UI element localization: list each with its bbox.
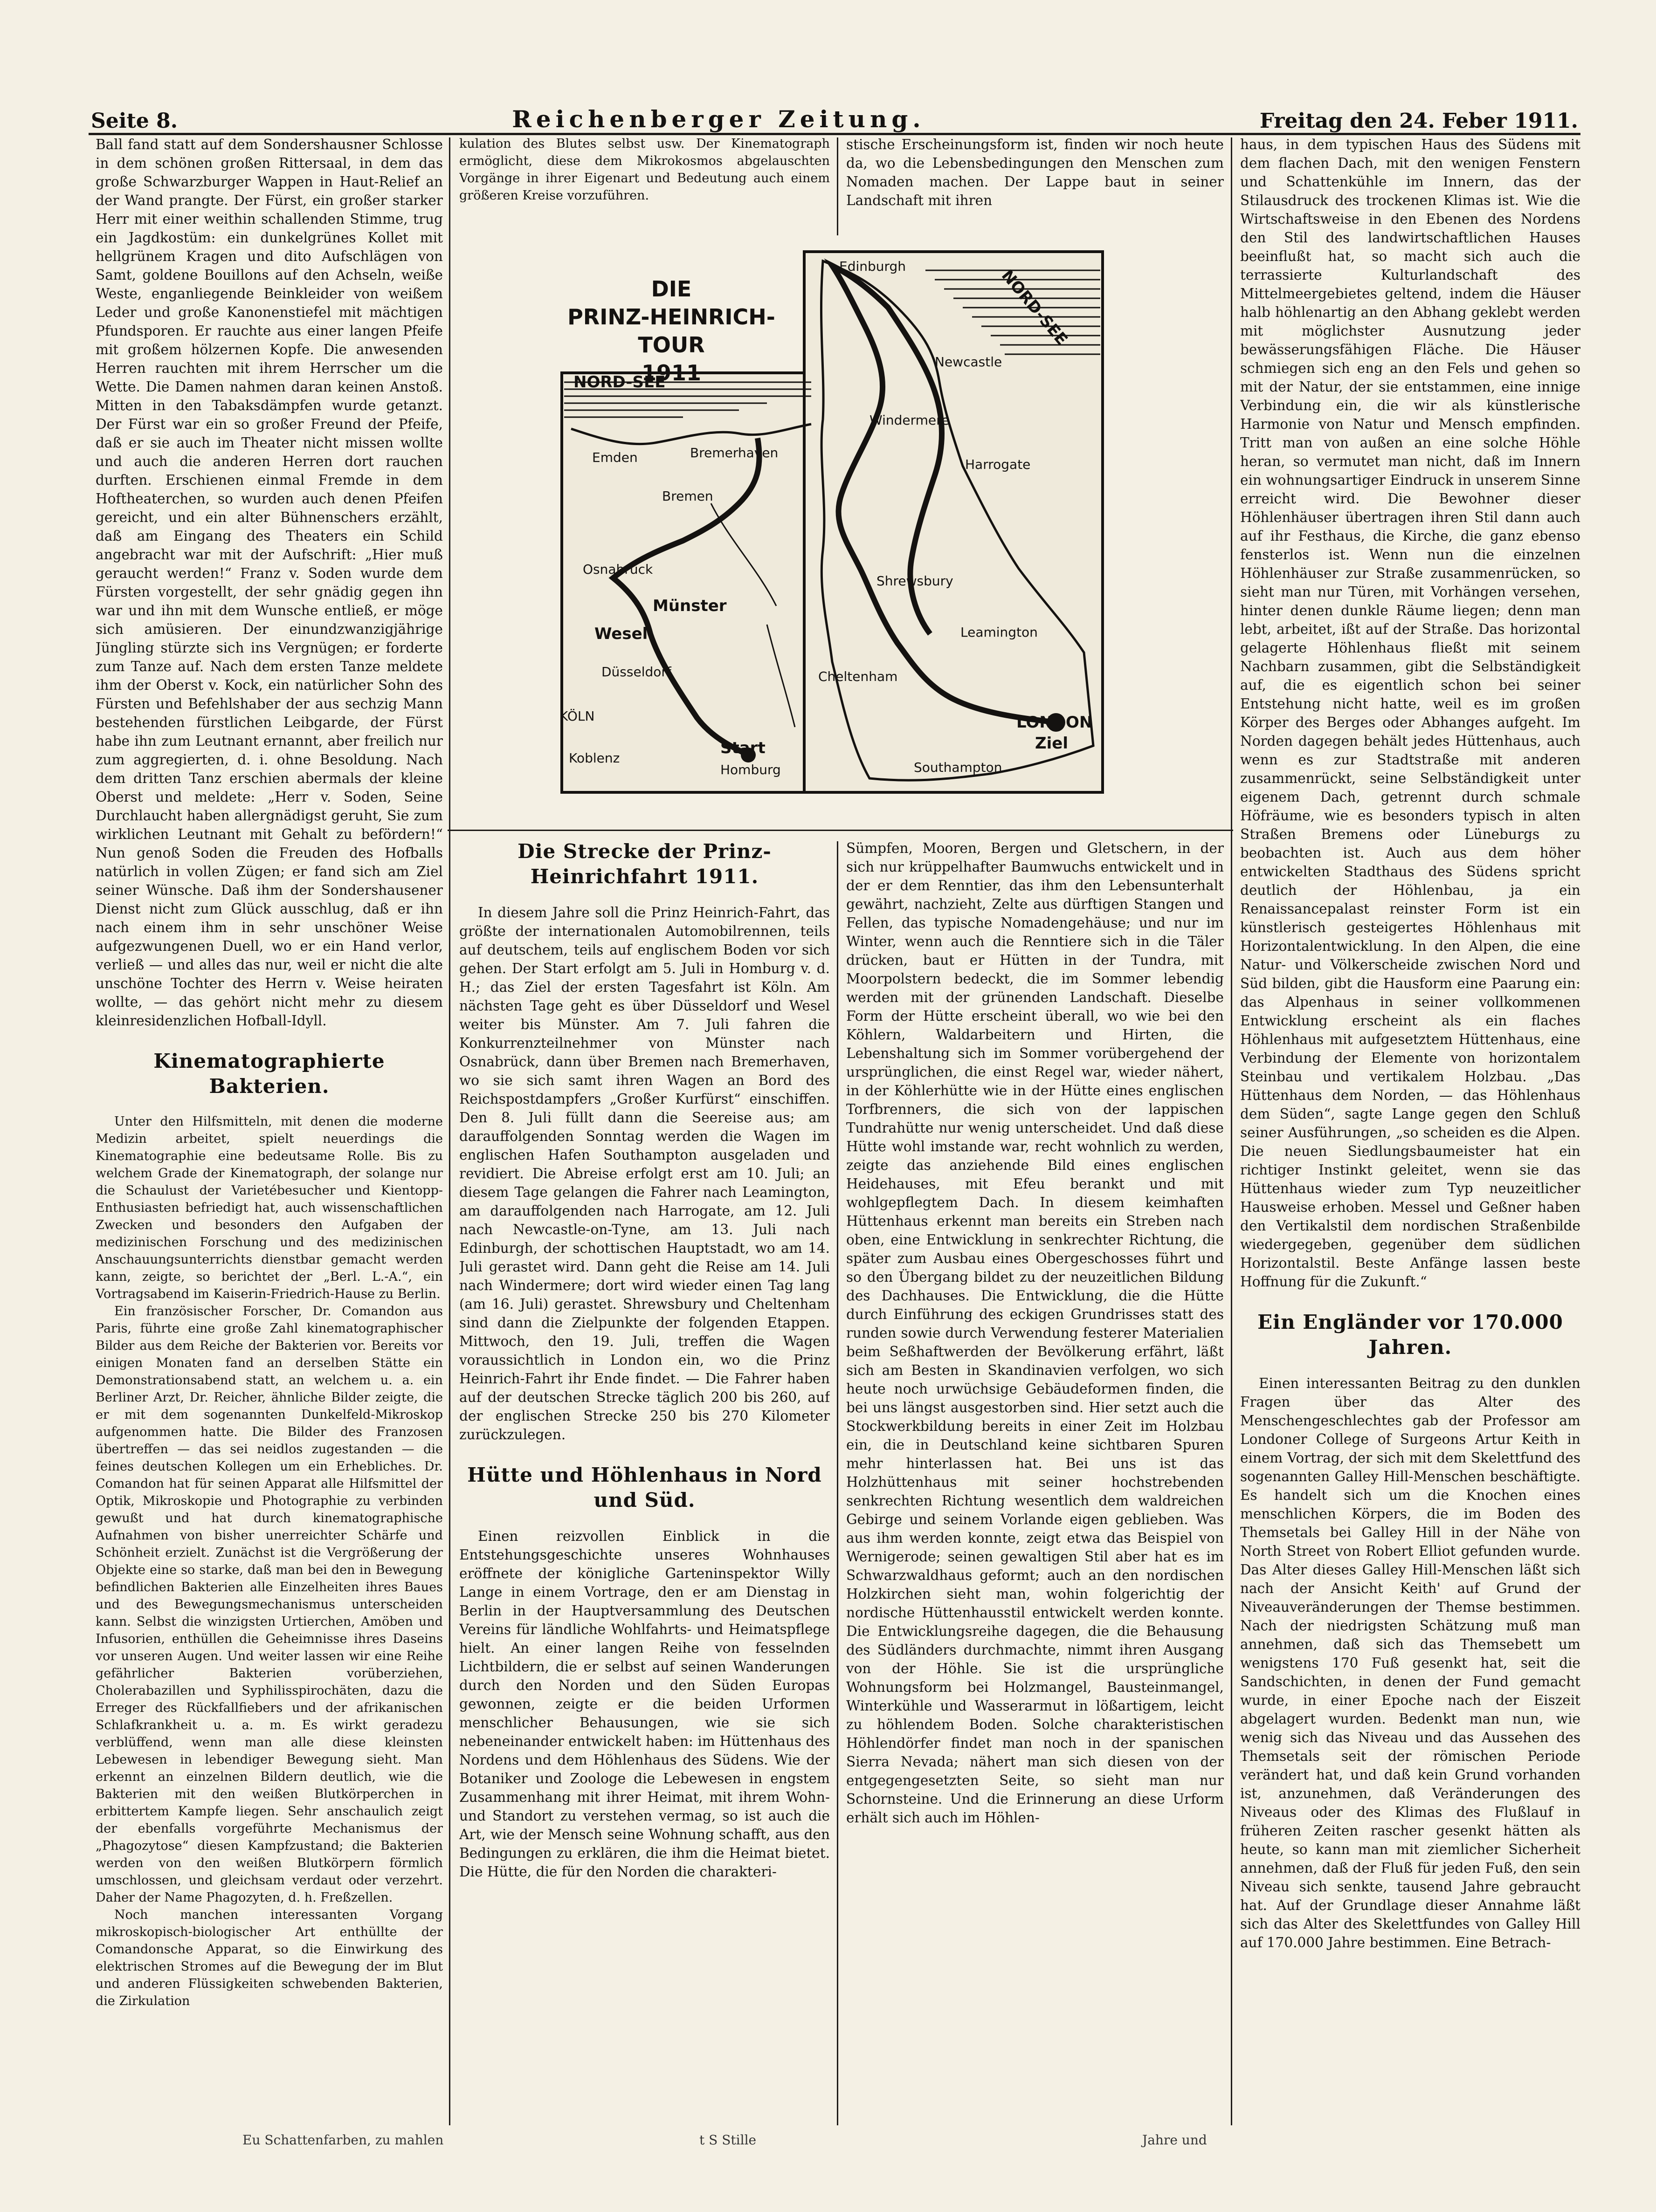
- map-label-newcastle: Newcastle: [935, 354, 1002, 370]
- map-title-line-2: PRINZ-HEINRICH-TOUR: [567, 304, 775, 357]
- paragraph-comandon: Ein französischer Forscher, Dr. Comandon aus Paris, führte eine große Zahl kinematographischer Bilder aus dem Reiche der Bakterien vor. Bereits vor einigen Monaten fand an derselben Stätte ein Demonstrationsabend statt, an welchem u. a. ein Berliner Arzt, Dr. Reicher, ähnliche Bilder zeigte, die er mit dem sogenannten Dunkelfeld-Mikroskop aufgenommen hatte. Die Bilder des Franzosen übertreffen — das sei neidlos zugestanden — die feines deutschen Kollegen um ein Erhebliches. Dr. Comandon hat für seinen Apparat alle Hilfsmittel der Optik, Mikroskopie und Photographie zu verbinden gewußt und hat durch kinematographische Aufnahmen von bisher unerreichter Schärfe und Schönheit erzielt. Zunächst ist die Vergrößerung der Objekte eine so starke, daß man bei den in Bewegung befindlichen Bakterien alle Einzelheiten ihres Baues und des Bewegungsmechanismus unterscheiden kann. Selbst die winzigsten Urtierchen, Amöben und Infusorien, enthüllen die Geheimnisse ihres Daseins vor unseren Augen. Und weiter lassen wir eine Reihe gefährlicher Bakterien vorüberziehen, Cholerabazillen und Syphilisspirochäten, dazu die Erreger des Rückfallfiebers und der afrikanischen Schlafkrankheit u. a. m. Es wirkt geradezu verblüffend, wenn man alle diese kleinsten Lebewesen in lebendiger Bewegung sieht. Man erkennt an einzelnen Bildern deutlich, wie die Bakterien mit den weißen Blutkörperchen in erbittertem Kampfe liegen. Sehr anschaulich zeigt der ebenfalls vorgeführte Mechanismus der „Phagozytose“ diesen Kampfzustand; die Bakterien werden von den weißen Blutkörpern förmlich umschlossen, und gleichsam verdaut oder verzehrt. Daher der Name Phagozyten, d. h. Freßzellen.: [96, 1304, 443, 1905]
- map-divider-rule: [448, 830, 1233, 831]
- footer-fragment-1: Eu Schattenfarben, zu mahlen: [242, 2132, 444, 2148]
- map-label-leamington: Leamington: [960, 625, 1038, 640]
- map-label-cheltenham: Cheltenham: [818, 669, 898, 684]
- paragraph-vorgang: Noch manchen interessanten Vorgang mikroskopisch-biologischer Art enthüllte der Comandonsche Apparat, so die Einwirkung des elektrischen Stromes auf die Bewegung der im Blut und anderen Flüssigkeiten schwebenden Bakterien, die Zirkulation: [96, 1908, 443, 2008]
- headline-englaender: Ein Engländer vor 170.000 Jahren.: [1257, 1311, 1563, 1359]
- map-label-bremerhaven: Bremerhaven: [690, 445, 779, 460]
- column-rule-2: [837, 841, 838, 2125]
- map-label-london: LONDON: [1016, 713, 1093, 732]
- column-3-top: [846, 135, 1224, 233]
- map-title-line-1: DIE: [651, 276, 692, 302]
- map-label-homburg: Homburg: [720, 762, 781, 777]
- map-label-emden: Emden: [592, 450, 638, 465]
- map-label-southampton: Southampton: [914, 760, 1002, 775]
- map-label-muenster: Münster: [653, 597, 727, 615]
- paragraph-galley-hill: Einen interessanten Beitrag zu den dunklen Fragen über das Alter des Menschengeschlechtes gab der Professor am Londoner College of Surgeons Artur Keith in einem Vortrag, der sich mit dem Skelettfund des sogenannten Galley Hill-Menschen beschäftigte. Es handelt sich um die Knochen eines menschlichen Körpers, die im Boden des Themsetals bei Galley Hill in der Nähe von North Street von Robert Elliot gefunden wurde. Das Alter dieses Galley Hill-Menschen läßt sich nach der Ansicht Keith' auf Grund der Niveauveränderungen der Themse bestimmen. Nach der niedrigsten Schätzung muß man annehmen, daß sich das Themsebett um wenigstens 170 Fuß gesenkt hat, seit die Sandschichten, in denen der Fund gemacht wurde, in einer Epoche nach der Eiszeit abgelagert wurden. Bedenkt man nun, wie wenig sich das Niveau und das Aussehen des Themsetals seit der römischen Periode verändert hat, und daß kein Grund vorhanden ist, anzunehmen, daß Veränderungen des Niveaus oder des Klimas des Flußlauf in früheren Zeiten rascher gesenkt hätten als heute, so kann man mit ziemlicher Sicherheit annehmen, daß der Fluß für jeden Fuß, den sein Niveau sich senkte, tausend Jahre gebraucht hat. Auf der Grundlage dieser Annahme läßt sich das Alter des Skelettfundes von Galley Hill auf 170.000 Jahre bestimmen. Eine Betrach-: [1240, 1375, 1580, 1951]
- column-rule-1: [449, 137, 450, 2125]
- column-1: [96, 135, 443, 2125]
- map-label-koblenz: Koblenz: [569, 750, 620, 766]
- column-3: [846, 839, 1224, 2125]
- paragraph-lappe-start: stische Erscheinungsform ist, finden wir noch heute da, wo die Lebensbedingungen den Menschen zum Nomaden machen. Der Lappe baut in seiner Landschaft mit ihren: [846, 137, 1224, 208]
- map-label-nordsee-right: NORD-SEE: [997, 266, 1071, 349]
- paragraph-hoehlenhaus: haus, in dem typischen Haus des Südens mit dem flachen Dach, mit den wenigen Fenstern und Schattenkühle im Innern, das der Stilausdruck des trockenen Klimas ist. Wie die Wirtschaftsweise in den Ebenen des Nordens den Stil des landwirtschaftlichen Hauses beeinflußt hat, so macht sich auch die terrassierte Kulturlandschaft des Mittelmeergebietes geltend, indem die Häuser halb höhlenartig an den Abhang geklebt werden mit möglichster Ausnutzung jeder bewässerungsfähigen Fläche. Die Häuser schmiegen sich eng an den Fels und gehen so mit der Natur, der sie entstammen, eine innige Verbindung ein, die wir als künstlerische Harmonie von Natur und Mensch empfinden. Tritt man von außen an eine solche Höhle heran, so vermutet man nicht, daß im Innern ein wohnungsartiger Eindruck in unserem Sinne erreicht wird. Die Bewohner dieser Höhlenhäuser übertragen ihren Stil dann auch auf ihr Festhaus, die Kirche, die ganz ebenso fensterlos ist. Wenn nun die einzelnen Höhlenhäuser zur Straße zusammenrücken, so sieht man nur Türen, mit Vorhängen versehen, hinter denen dunkle Räume liegen; denn man lebt, arbeitet, ißt auf der Straße. Das horizontal gelagerte Höhlenhaus fließt mit seinem Nachbarn zusammen, gibt die Selbständigkeit auf, die es eigentlich schon bei seiner Entstehung nicht hatte, weil es im großen Körper des Berges oder Abhanges aufgeht. Im Norden dagegen behält jedes Hüttenhaus, auch wenn es zur Stadtstraße mit anderen zusammenrückt, seine Selbständigkeit unter eigenem Dach, getrennt durch schmale Höfräume, wie es besonders typisch in alten Straßen Bremens oder Lüneburgs zu beobachten ist. Auch aus dem höher entwickelten Stadthaus des Südens spricht deutlich der Höhlenbau, ja ein Renaissancepalast reinster Form ist ein künstlerisch gesteigertes Höhlenhaus mit Horizontalentwicklung. In den Alpen, die eine Natur- und Völkerscheide zwischen Nord und Süd bilden, gibt die Hausform eine Paarung ein: das Alpenhaus in seiner vollkommenen Entwicklung erscheint als ein flaches Höhlenhaus mit aufgesetztem Hüttenhaus, eine Verbindung der Elemente von horizontalem Steinbau und vertikalem Holzbau. „Das Hüttenhaus dem Norden, — das Höhlenhaus dem Süden“, sagte Lange gegen den Schluß seiner Ausführungen, „so scheiden es die Alpen. Die neuen Siedlungsbaumeister hat ein richtiger Instinkt geleitet, wenn sie das Hüttenhaus wieder zum Typ neuzeitlicher Hausweise erhoben. Messel und Geßner haben den Vertikalstil dem nordischen Straßenbilde wiedergegeben, gegenüber dem südlichen Horizontalstil. Beste Anfänge lassen beste Hoffnung für die Zukunft.“: [1240, 137, 1580, 1290]
- column-2: [459, 834, 830, 2125]
- map-label-nordsee-left: NORD-SEE: [573, 373, 666, 392]
- map-label-shrewsbury: Shrewsbury: [876, 573, 953, 589]
- map-label-windermere: Windermere: [869, 412, 950, 428]
- paragraph-lappe: Sümpfen, Mooren, Bergen und Gletschern, in der sich nur krüppelhafter Baumwuchs entwickelt und in der er dem Renntier, das ihm den Lebensunterhalt gewährt, nachzieht, Zelte aus dürftigen Stangen und Fellen, das typische Nomadengehäuse; und nur im Winter, wenn auch die Renntiere sich in die Täler drücken, baut er Hütten in der Tundra, mit Moorpolstern bedeckt, die im Sommer lebendig werden mit der grünenden Landschaft. Dieselbe Form der Hütte erscheint überall, wo wie bei den Köhlern, Waldarbeitern und Hirten, die Lebenshaltung sich im Sommer vorübergehend der ursprünglichen, die einst Regel war, wieder nähert, in der Köhlerhütte wie in der Hütte eines englischen Torfbrenners, die sich von der lappischen Tundrahütte nur wenig unterscheidet. Und daß diese Hütte wohl imstande war, recht wohnlich zu werden, zeigte das anziehende Bild eines englischen Heidehauses, mit Efeu berankt und mit wohlgepflegtem Dach. In diesem keimhaften Hüttenhaus erkennt man bereits ein Streben nach oben, eine Entwicklung in senkrechter Richtung, die später zum Ausbau eines Obergeschosses führt und so den Übergang bildet zu der neuzeitlichen Bildung des Dachhauses. Die Entwicklung, die die Hütte durch Einführung des eckigen Grundrisses statt des runden sowie durch Verwendung festerer Materialien beim Seßhaftwerden der Bevölkerung erfährt, läßt sich am Besten in Skandinavien verfolgen, wo sich heute noch urwüchsige Gebäudeformen finden, die bei uns längst ausgestorben sind. Hier setzt auch die Stockwerkbildung bereits in einer Zeit im Holzbau ein, die in Deutschland keine sichtbaren Spuren mehr hinterlassen hat. Bei uns ist das Holzhüttenhaus mit seiner hochstrebenden senkrechten Richtung wesentlich dem waldreichen Gebirge und seinem Vorlande eigen geblieben. Was aus ihm werden konnte, zeigt etwa das Beispiel von Wernigerode; seinen gewaltigen Stil aber hat es im Schwarzwaldhaus geformt; auch an den nordischen Holzkirchen sieht man, wohin folgerichtig der nordische Hüttenhausstil entwickelt werden konnte. Die Entwicklungsreihe dagegen, die die Behausung des Südländers durchmachte, nimmt ihren Ausgang von der Höhle. Sie ist die ursprüngliche Wohnungsform bei Holzmangel, Bausteinmangel, Winterkühle und Wasserarmut in lößartigem, leicht zu höhlendem Boden. Solche charakteristischen Höhlendörfer findet man noch in der spanischen Sierra Nevada; nähert man sich diesen von der entgegengesetzten Seite, so sieht man nur Schornsteine. Und die Erinnerung an diese Urform erhält sich auch im Höhlen-: [846, 840, 1224, 1826]
- headline-prinz-heinrich: Die Strecke der Prinz-Heinrichfahrt 1911.: [518, 840, 772, 888]
- column-2-top: [459, 135, 830, 233]
- map-label-wesel: Wesel: [594, 625, 648, 643]
- footer-fragment-2: t S Stille: [699, 2132, 757, 2148]
- map-label-edinburgh: Edinburgh: [839, 259, 906, 274]
- headline-bakterien: Kinematographierte Bakterien.: [153, 1050, 385, 1098]
- map-label-start: Start: [720, 739, 766, 757]
- column-4: [1240, 135, 1580, 2125]
- column-rule-3: [1231, 137, 1232, 2125]
- page-number: Seite 8.: [91, 109, 178, 133]
- masthead: Reichenberger Zeitung.: [512, 105, 925, 133]
- column-rule-top-mid: [837, 137, 838, 235]
- map-title: [541, 275, 802, 387]
- page-header: [91, 96, 1578, 133]
- map-label-harrogate: Harrogate: [965, 457, 1031, 472]
- footer-fragment-3: Jahre und: [1142, 2132, 1207, 2148]
- map-label-koeln: KÖLN: [559, 708, 595, 724]
- paragraph-huette-intro: Einen reizvollen Einblick in die Entstehungsgeschichte unseres Wohnhauses eröffnete der königliche Garteninspektor Willy Lange in einem Vortrage, den er am Dienstag in Berlin in der Hauptversammlung des Deutschen Vereins für ländliche Wohlfahrts- und Heimatspflege hielt. An einer langen Reihe von fesselnden Lichtbildern, die er selbst auf seinen Wanderungen durch den Norden und den Süden Europas gewonnen, zeigte er die beiden Urformen menschlicher Behausungen, wie sie sich nebeneinander entwickelt haben: im Hüttenhaus des Nordens und dem Höhlenhaus des Südens. Wie der Botaniker und Zoologe die Lebewesen in engstem Zusammenhang mit ihrer Heimat, mit ihrem Wohn- und Standort zu verstehen vermag, so ist auch die Art, wie der Mensch seine Wohnung schafft, aus den Bedingungen zu erklären, die ihm die Heimat bietet. Die Hütte, die für den Norden die charakteri-: [459, 1528, 830, 1880]
- paragraph-bakterien-intro: Unter den Hilfsmitteln, mit denen die moderne Medizin arbeitet, spielt neuerdings die Kinematographie eine bedeutsame Rolle. Bis zu welchem Grade der Kinematograph, der solange nur die Schaulust der Varietébesucher und Kientopp-Enthusiasten befriedigt hat, auch wissenschaftlichen Zwecken und besonders den Aufgaben der medizinischen Forschung und des medizinischen Anschauungsunterrichts dienstbar gemacht werden kann, zeigte, so berichtet der „Berl. L.-A.“, ein Vortragsabend im Kaiserin-Friedrich-Hause zu Berlin.: [96, 1114, 443, 1301]
- map-label-duesseldorf: Düsseldorf: [601, 664, 671, 680]
- paragraph-strecke: In diesem Jahre soll die Prinz Heinrich-Fahrt, das größte der internationalen Automobilrennen, teils auf deutschem, teils auf englischem Boden vor sich gehen. Der Start erfolgt am 5. Juli in Homburg v. d. H.; das Ziel der ersten Tagesfahrt ist Köln. Am nächsten Tage geht es über Düsseldorf und Wesel weiter bis Münster. Am 7. Juli fahren die Konkurrenzteilnehmer von Münster nach Osnabrück, dann über Bremen nach Bremerhaven, wo sie sich samt ihren Wagen an Bord des Reichspostdampfers „Großer Kurfürst“ einschiffen. Den 8. Juli füllt dann die Seereise aus; am darauffolgenden Sonntag werden die Wagen im englischen Hafen Southampton ausgeladen und revidiert. Die Abreise erfolgt erst am 10. Juli; an diesem Tage gelangen die Fahrer nach Leamington, am darauffolgenden nach Harrogate, am 12. Juli nach Newcastle-on-Tyne, am 13. Juli nach Edinburgh, der schottischen Hauptstadt, wo am 14. Juli gerastet wird. Dann geht die Reise am 14. Juli nach Windermere; dort wird wieder einen Tag lang (am 16. Juli) gerastet. Shrewsbury und Cheltenham sind dann die Zielpunkte der folgenden Etappen. Mittwoch, den 19. Juli, treffen die Wagen voraussichtlich in London ein, wo die Prinz Heinrich-Fahrt ihr Ende findet. — Die Fahrer haben auf der deutschen Strecke täglich 200 bis 260, auf der englischen Strecke 250 bis 270 Kilometer zurückzulegen.: [459, 905, 830, 1443]
- map-title-line-3: 1911: [641, 360, 702, 385]
- map-label-ziel: Ziel: [1035, 734, 1069, 753]
- headline-huette: Hütte und Höhlenhaus in Nord und Süd.: [467, 1463, 822, 1511]
- paragraph-kinematograph-end: kulation des Blutes selbst usw. Der Kinematograph ermöglicht, diese dem Mikrokosmos abgelauschten Vorgänge in ihrer Eigenart und Bedeutung auch einem größeren Kreise vorzuführen.: [459, 137, 830, 203]
- issue-date: Freitag den 24. Feber 1911.: [1259, 109, 1578, 133]
- map-label-bremen: Bremen: [662, 488, 713, 504]
- paragraph-hofball: Ball fand statt auf dem Sondershausner Schlosse in dem schönen großen Rittersaal, in dem das große Schwarzburger Wappen in Haut-Relief an der Wand prangte. Der Fürst, ein großer starker Herr mit einer weithin schallenden Stimme, trug ein Jagdkostüm: ein dunkelgrünes Kollet mit hellgrünem Kragen und dito Aufschlägen von Samt, goldene Bouillons auf den Achseln, weiße Weste, enganliegende Beinkleider von weißem Leder und große Kanonenstiefel mit mächtigen Pfundsporen. Er rauchte aus einer langen Pfeife mit großem hölzernen Kopfe. Die anwesenden Herren rauchten mit ihrem Herrscher um die Wette. Die Damen nahmen daran keinen Anstoß. Mitten in den Tabaksdämpfen wurde getanzt. Der Fürst war ein so großer Freund der Pfeife, daß er sie auch im Theater nicht missen wollte und auch die anderen Herren dort rauchen durften. Erschienen einmal Fremde in dem Hoftheaterchen, so wurden auch denen Pfeifen gereicht, und ein alter Bühnenschers erzählt, daß am Eingang des Theaters ein Schild angebracht war mit der Aufschrift: „Hier muß geraucht werden!“ Franz v. Soden wurde dem Fürsten vorgestellt, der sehr gnädig gegen ihn war und ihn mit dem Wunsche entließ, er möge sich amüsieren. Der einundzwanzigjährige Jüngling stürzte sich ins Vergnügen; er forderte zum Tanze auf. Nach dem ersten Tanze meldete ihm der Oberst v. Kock, ein natürlicher Sohn des Fürsten und Befehlshaber der aus sechzig Mann bestehenden fürstlichen Leibgarde, der Fürst habe ihn zum Leutnant ernannt, aber freilich nur zum aggregierten, d. i. ohne Besoldung. Nach dem dritten Tanz erschien abermals der kleine Oberst und meldete: „Herr v. Soden, Seine Durchlaucht haben allergnädigst geruht, Sie zum wirklichen Leutnant mit Gehalt zu befördern!“ Nun genoß Soden die Freuden des Hofballs natürlich in vollen Zügen; er fand sich am Ziel seiner Wünsche. Daß ihm der Sondershausener Dienst nicht zum Glück ausschlug, daß er ihn nach einem ihm in sehr unschöner Weise aufgezwungenen Duell, wo er ein Hand verlor, verließ — und alles das nur, weil er nicht die alte unschöne Tochter des Herrn v. Weise heiraten wollte, — das gehört nicht mehr zu diesem kleinresidenzlichen Hofball-Idyll.: [96, 137, 443, 1029]
- map-label-osnabrueck: Osnabrück: [583, 562, 653, 577]
